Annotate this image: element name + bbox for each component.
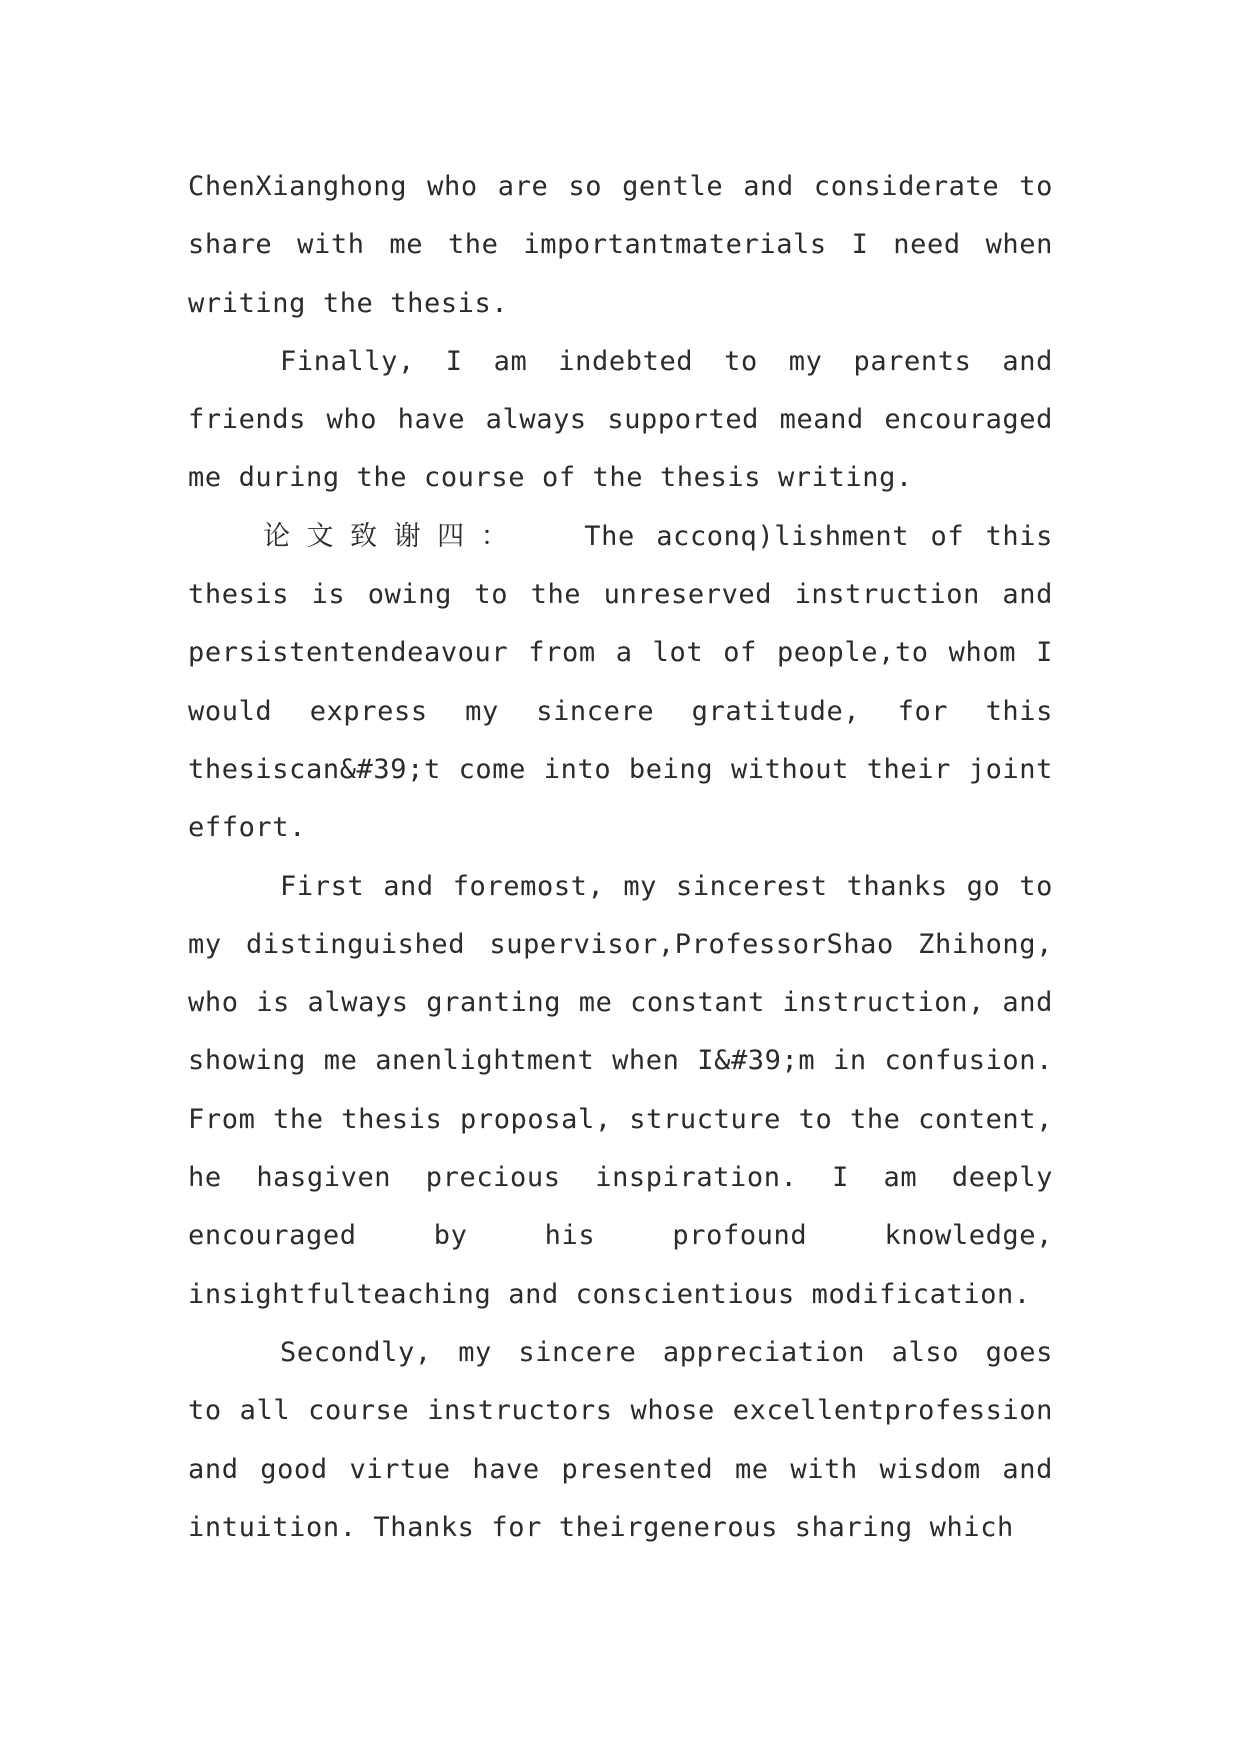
- paragraph-continuation: ChenXianghong who are so gentle and considerate to share with me the importantmaterials I need when writing the thesis.: [188, 171, 1053, 319]
- section-label: 论文致谢四：: [263, 520, 525, 552]
- paragraph-secondly: Secondly, my sincere appreciation also goes to all course instructors whose excellentprofession and good virtue have presented me with wisdom and intuition. Thanks for theirgenerous sharing which: [188, 1336, 1053, 1543]
- paragraph-acknowledgement-four-text: The acconq)lishment of this thesis is owing to the unreserved instruction and persistentendeavour from a lot of people,to whom I would express my sincere gratitude, for this thesiscan&#39;t come into being without their joint effort.: [188, 520, 1053, 844]
- paragraph-acknowledgement-four: [188, 508, 1053, 858]
- paragraph-first-and-foremost: First and foremost, my sincerest thanks go to my distinguished supervisor,ProfessorShao Zhihong, who is always granting me constant instruction, and showing me anenlightment when I&#39;m in confusion. From the thesis proposal, structure to the content, he hasgiven precious inspiration. I am deeply encouraged by his profound knowledge, insightfulteaching and conscientious modification.: [188, 870, 1053, 1310]
- document-body: [188, 158, 1053, 1557]
- paragraph-finally: Finally, I am indebted to my parents and friends who have always supported meand encouraged me during the course of the thesis writing.: [188, 345, 1053, 494]
